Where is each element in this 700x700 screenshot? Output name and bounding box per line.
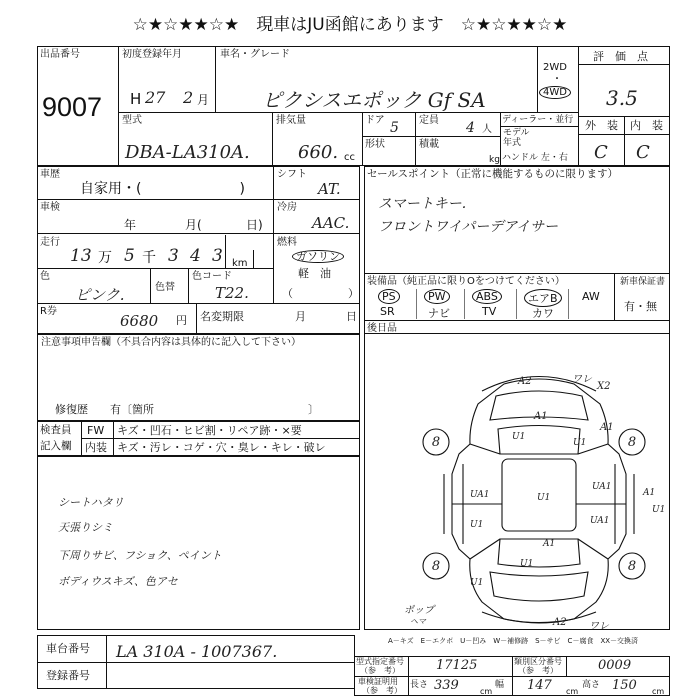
diag-u1-a: U1: [512, 432, 526, 442]
interior-label: 内 装: [630, 119, 663, 132]
repair-history: 修復歴 有〔箇所 〕: [55, 403, 319, 416]
mileage-label: 走行: [40, 237, 60, 248]
exterior-label: 外 装: [585, 119, 618, 132]
fuel-paren: （ ）: [282, 287, 359, 300]
exterior-row-text: キズ・凹石・ヒビ割・リペア跡・×要: [117, 424, 302, 437]
length-unit: cm: [480, 687, 493, 696]
mileage-10k-unit: 万: [98, 250, 112, 266]
inspector-label-1: 検査員: [40, 424, 72, 436]
exterior-grade: C: [594, 142, 608, 163]
capacity-value: 4: [466, 120, 475, 136]
interior-row-text: キズ・汚レ・コゲ・穴・臭レ・キレ・破レ: [117, 441, 326, 454]
height-label: 高さ: [582, 680, 601, 690]
inspection-month: 月(: [185, 218, 202, 232]
cooling-label: 冷房: [277, 202, 297, 213]
diag-a1-hood: A1: [534, 411, 548, 422]
equip-ps: PS: [378, 289, 400, 304]
chassis-label: 車台番号: [46, 642, 90, 655]
chassis-value: LA 310A - 1007367.: [116, 642, 278, 661]
color-label: 色: [40, 271, 50, 282]
diag-u1-d: U1: [652, 505, 666, 515]
first-reg-year: 27: [145, 88, 166, 107]
diag-pop: ポップ: [404, 605, 434, 616]
diag-u1-b: U1: [573, 438, 587, 448]
length-value: 339: [434, 678, 459, 693]
diag-a1-far: A1: [643, 488, 656, 498]
doors-value: 5: [390, 120, 399, 136]
mileage-1k: 5: [124, 246, 135, 266]
equip-pw: PW: [424, 289, 450, 304]
notes-label: 注意事項申告欄（不具合内容は具体的に記入して下さい）: [41, 337, 301, 348]
diagram-legend: A－キズ E－エクボ U－凹み W－補修跡 S－サビ C－腐食 XX－交換済: [388, 637, 639, 645]
mileage-1: 3: [212, 246, 223, 266]
header-title: ☆★☆★★☆★ 現車はJU函館にあります ☆★☆★★☆★: [132, 15, 568, 35]
equip-airbag: エアB: [524, 289, 562, 307]
capacity-unit: 人: [482, 124, 492, 135]
equip-aw: AW: [582, 290, 600, 303]
exterior-row-head: FW: [87, 424, 105, 437]
diag-a1-right: A1: [600, 422, 614, 433]
mileage-10: 4: [190, 246, 201, 266]
inspection-year: 年: [124, 218, 137, 232]
sales-point-label: セールスポイント（正常に機能するものに限ります）: [367, 168, 619, 180]
color-change-label: 色替: [155, 282, 175, 293]
first-reg-month: 2: [183, 88, 194, 107]
evaluation-label: 評 価 点: [593, 50, 648, 63]
equip-sr: SR: [380, 305, 395, 318]
inspector-note-3: 下周りサビ、フショク、ペイント: [58, 549, 222, 562]
displacement-label: 排気量: [276, 115, 306, 126]
diag-u1-g: U1: [470, 578, 484, 588]
cert-sub: （参 考）: [362, 686, 402, 695]
warranty-label: 新車保証書: [620, 277, 666, 287]
displacement-value: 660.: [298, 142, 339, 163]
inspector-note-2: 天張りシミ: [58, 521, 113, 534]
equip-navi: ナビ: [428, 307, 450, 320]
mileage-unit: km: [232, 258, 248, 269]
inspection-day: 日): [246, 218, 263, 232]
interior-grade: C: [636, 142, 650, 163]
type-label: 型式: [122, 115, 142, 126]
svg-text:8: 8: [627, 435, 637, 450]
diag-ua1-right: UA1: [592, 482, 612, 492]
height-value: 150: [612, 678, 637, 693]
interior-row-head: 内装: [85, 441, 107, 454]
load-label: 積載: [419, 139, 439, 150]
diag-crack-top: ワレ: [572, 374, 592, 385]
evaluation-score: 3.5: [606, 86, 638, 110]
sales-point-line2: フロントワイパーデアイサー: [378, 219, 559, 235]
type-no-sub: （参 考）: [360, 666, 400, 675]
shift-label: シフト: [277, 169, 307, 180]
svg-text:8: 8: [627, 559, 637, 574]
lot-label: 出品番号: [40, 49, 80, 60]
displacement-unit: cc: [344, 152, 355, 163]
width-label-shown: 幅: [495, 680, 505, 690]
recycle-unit: 円: [176, 314, 187, 327]
dealer-label: ディーラー・並行: [502, 115, 574, 125]
class-sub: （参 考）: [518, 666, 558, 675]
shift-value: AT.: [318, 180, 341, 198]
fuel-label: 燃料: [277, 237, 297, 248]
diag-x2: X2: [597, 381, 611, 392]
width-unit: cm: [566, 687, 579, 696]
shape-label: 形状: [365, 139, 385, 150]
length-label: 長さ: [410, 680, 429, 690]
type-value: DBA-LA310A.: [125, 142, 250, 163]
doors-label: ドア: [365, 115, 385, 126]
color-code-value: T22.: [215, 284, 249, 302]
drive-4wd: 4WD: [539, 86, 571, 99]
registration-label: 登録番号: [46, 669, 90, 682]
handle-label: ハンドル 左・右: [502, 153, 568, 163]
load-unit: kg: [489, 155, 500, 165]
cert-label: 車検証明用: [358, 677, 398, 686]
color-value: ピンク.: [75, 286, 125, 304]
car-diagram: [364, 334, 670, 630]
fuel-light-oil: 軽 油: [298, 267, 331, 280]
model-year-label-2: 年式: [503, 138, 522, 148]
model-name-label: 車名・グレード: [220, 49, 290, 60]
svg-text:8: 8: [431, 435, 441, 450]
equip-abs: ABS: [472, 289, 502, 304]
name-change-day: 日: [346, 310, 357, 323]
inspector-note-1: シートハタリ: [58, 496, 124, 509]
diag-a1-lower: A1: [543, 539, 556, 549]
cooling-value: AAC.: [312, 214, 350, 232]
diag-u1-f: U1: [520, 559, 534, 569]
class-label: 類別区分番号: [514, 657, 562, 666]
recycle-value: 6680: [120, 312, 159, 330]
diag-ua1-left: UA1: [470, 490, 490, 500]
diag-hema: ヘマ: [410, 617, 426, 626]
height-unit: cm: [652, 687, 665, 696]
mileage-10k: 13: [70, 246, 92, 266]
recycle-label: R券: [40, 306, 57, 317]
width-value: 147: [527, 678, 552, 693]
sales-point-line1: スマートキー.: [378, 196, 467, 212]
color-code-label: 色コード: [192, 271, 232, 282]
type-no-label: 型式指定番号: [356, 657, 404, 666]
diag-a2-top: A2: [518, 376, 532, 387]
svg-text:8: 8: [431, 559, 441, 574]
diag-crack-bottom: ワレ: [589, 621, 609, 632]
name-change-label: 名変期限: [200, 310, 244, 323]
class-value: 0009: [598, 658, 632, 673]
first-reg-month-unit: 月: [197, 93, 210, 107]
equip-tv: TV: [482, 305, 497, 318]
first-reg-era: H: [130, 90, 142, 108]
history-label: 車歴: [40, 169, 60, 180]
mileage-100: 3: [168, 246, 179, 266]
inspector-notes-area: [37, 456, 360, 630]
mileage-1k-unit: 千: [142, 250, 156, 266]
inspector-note-4: ボディウスキズ、色アセ: [58, 575, 178, 588]
diag-a2-bottom: A2: [553, 617, 567, 628]
capacity-label: 定員: [419, 115, 439, 126]
lot-number: 9007: [42, 92, 103, 122]
model-name-value: ピクシスエポック Gf SA: [262, 88, 486, 112]
warranty-value: 有・無: [624, 300, 657, 313]
inspector-label-2: 記入欄: [40, 440, 72, 452]
model-year-label-1: モデル: [503, 128, 530, 138]
after-install-label: 後日品: [367, 323, 397, 334]
history-value: 自家用・( ): [80, 181, 245, 197]
name-change-month: 月: [295, 310, 306, 323]
drive-2wd: 2WD: [543, 62, 567, 73]
drive-dot: ・: [552, 74, 562, 85]
first-reg-label: 初度登録年月: [122, 49, 182, 60]
type-no-value: 17125: [436, 658, 478, 673]
inspection-label: 車検: [40, 202, 60, 213]
diag-u1-c: U1: [537, 493, 551, 503]
equipment-label: 装備品（純正品に限りOをつけてください）: [367, 276, 565, 287]
diag-u1-e: U1: [470, 520, 484, 530]
fuel-gasoline: ガソリン: [292, 250, 344, 263]
equip-leather: カワ: [532, 307, 554, 320]
diag-ua1-lower: UA1: [590, 516, 610, 526]
